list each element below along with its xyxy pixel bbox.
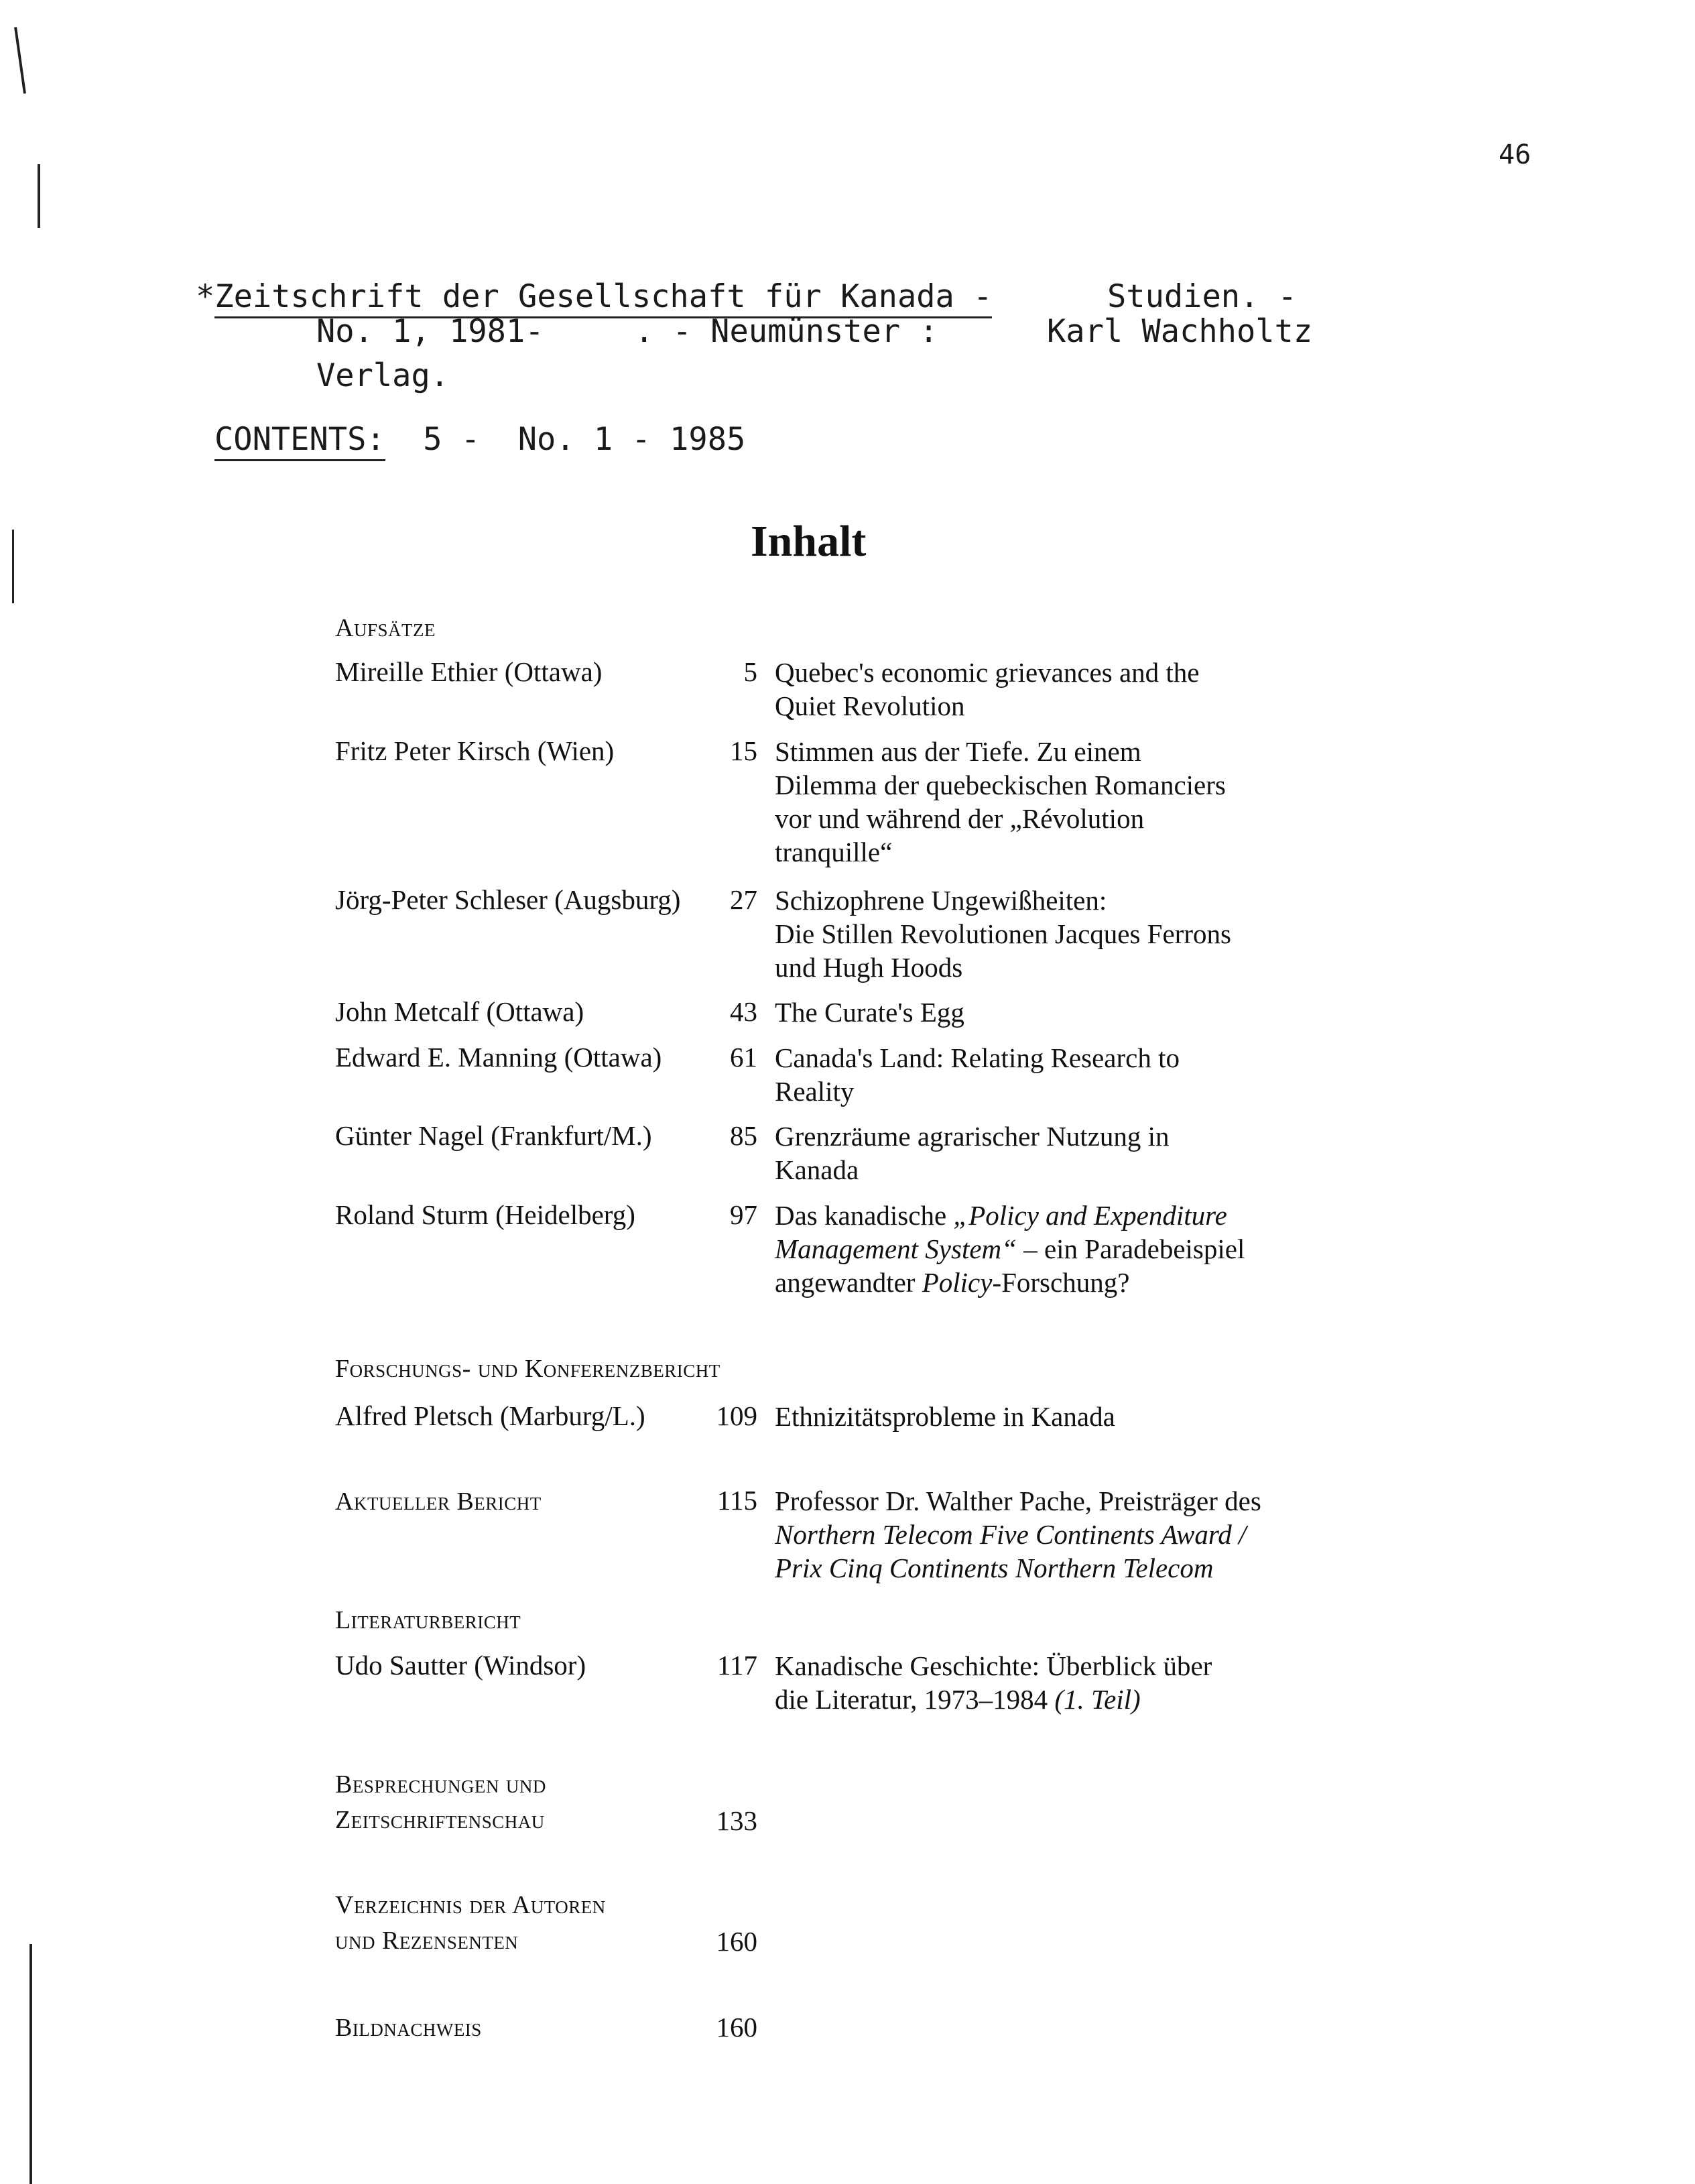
author: Jörg-Peter Schleser (Augsburg)	[335, 884, 681, 915]
page-ref: 160	[716, 1926, 757, 1957]
article-title	[775, 1649, 1324, 1716]
author: Alfred Pletsch (Marburg/L.)	[335, 1400, 645, 1431]
catalog-line3: Verlag.	[316, 357, 450, 394]
title-line	[775, 1266, 1324, 1299]
title-line: Quebec's economic grievances and the	[775, 657, 1200, 688]
title-line: Kanadische Geschichte: Überblick über	[775, 1650, 1212, 1681]
article-title	[775, 735, 1324, 869]
title-line: Grenzräume agrarischer Nutzung in	[775, 1121, 1170, 1152]
title-line: und Hugh Hoods	[775, 952, 963, 983]
page-ref: 97	[730, 1199, 757, 1230]
catalog-line2-b: . - Neumünster :	[635, 313, 938, 350]
author: Günter Nagel (Frankfurt/M.)	[335, 1120, 652, 1151]
title-line: Dilemma der quebeckischen Romanciers	[775, 770, 1226, 800]
page-ref: 27	[730, 884, 757, 915]
article-title	[775, 656, 1324, 723]
scan-mark-top	[14, 27, 26, 94]
title-part: die Literatur, 1973–1984	[775, 1684, 1055, 1715]
section-label-literatur: Literaturbericht	[335, 1606, 521, 1634]
article-title	[775, 1400, 1324, 1433]
catalog-asterisk: *	[196, 278, 215, 315]
page-ref: 15	[730, 735, 757, 766]
section-label-bildnachweis: Bildnachweis	[335, 2014, 482, 2042]
title-part-italic: Prix Cinq Continents Northern Telecom	[775, 1553, 1214, 1583]
page-heading: Inhalt	[751, 517, 867, 566]
page-ref: 115	[717, 1485, 757, 1516]
title-part: angewandter	[775, 1267, 922, 1298]
title-line: vor und während der „Révolution	[775, 803, 1145, 834]
article-title	[775, 884, 1324, 984]
contents-issue: 5 - No. 1 - 1985	[423, 421, 746, 458]
title-line: Die Stillen Revolutionen Jacques Ferrons	[775, 918, 1231, 949]
title-line	[775, 1518, 1324, 1551]
title-line: Professor Dr. Walther Pache, Preisträger des	[775, 1485, 1261, 1516]
section-label-aktuell: Aktueller Bericht	[335, 1488, 542, 1516]
catalog-title: Zeitschrift der Gesellschaft für Kanada -	[214, 278, 992, 318]
title-line: tranquille“	[775, 837, 893, 867]
title-line	[775, 1199, 1324, 1232]
title-line	[775, 1683, 1324, 1716]
title-part-italic: (1. Teil)	[1054, 1684, 1141, 1715]
title-line: Schizophrene Ungewißheiten:	[775, 885, 1107, 916]
title-line	[775, 1232, 1324, 1266]
section-label-besprechungen-2: Zeitschriftenschau	[335, 1806, 545, 1834]
section-label-aufsaetze: Aufsätze	[335, 614, 436, 642]
article-title	[775, 1041, 1324, 1108]
title-part: -Forschung?	[992, 1267, 1130, 1298]
title-line: Stimmen aus der Tiefe. Zu einem	[775, 736, 1141, 767]
title-line: Canada's Land: Relating Research to	[775, 1042, 1180, 1073]
catalog-title-cont: Studien. -	[1107, 278, 1297, 315]
title-part-italic: Policy	[922, 1267, 993, 1298]
article-title	[775, 995, 1324, 1029]
author: John Metcalf (Ottawa)	[335, 996, 584, 1027]
article-title	[775, 1484, 1324, 1585]
title-line	[775, 1551, 1324, 1585]
title-part-italic: Management System“	[775, 1233, 1017, 1264]
section-label-verzeichnis-2: und Rezensenten	[335, 1927, 519, 1955]
author: Udo Sautter (Windsor)	[335, 1650, 586, 1681]
title-line: Quiet Revolution	[775, 690, 965, 721]
page-ref: 160	[716, 2012, 757, 2043]
page-ref: 5	[743, 656, 757, 687]
scan-mark-bottom	[29, 1944, 32, 2184]
catalog-line2-c: Karl Wachholtz	[1047, 313, 1313, 350]
page-ref: 133	[716, 1805, 757, 1836]
page-ref: 117	[717, 1650, 757, 1681]
author: Roland Sturm (Heidelberg)	[335, 1199, 635, 1230]
scan-mark-mid	[12, 530, 14, 603]
section-label-verzeichnis: Verzeichnis der Autoren	[335, 1891, 606, 1919]
title-part-italic: Northern Telecom Five Continents Award /	[775, 1519, 1247, 1550]
title-part: – ein Paradebeispiel	[1016, 1233, 1245, 1264]
author: Fritz Peter Kirsch (Wien)	[335, 735, 615, 766]
page-ref: 61	[730, 1042, 757, 1073]
title-part: Das kanadische	[775, 1200, 954, 1231]
section-label-forschung: Forschungs- und Konferenzbericht	[335, 1355, 720, 1383]
article-title	[775, 1119, 1324, 1187]
section-label-besprechungen: Besprechungen und	[335, 1770, 546, 1799]
catalog-line2-a: No. 1, 1981-	[316, 313, 544, 350]
title-line: Reality	[775, 1076, 855, 1107]
author: Mireille Ethier (Ottawa)	[335, 656, 603, 687]
title-line: The Curate's Egg	[775, 997, 964, 1028]
title-line: Ethnizitätsprobleme in Kanada	[775, 1401, 1115, 1432]
contents-line	[214, 421, 745, 458]
scan-mark-bracket	[38, 164, 40, 228]
contents-label: CONTENTS:	[214, 421, 385, 461]
page-ref: 43	[730, 996, 757, 1027]
title-part-italic: „Policy and Expenditure	[953, 1200, 1227, 1231]
author: Edward E. Manning (Ottawa)	[335, 1042, 662, 1073]
page-ref: 109	[716, 1400, 757, 1431]
page-ref: 85	[730, 1120, 757, 1151]
article-title	[775, 1199, 1324, 1299]
title-line: Kanada	[775, 1154, 859, 1185]
page-number: 46	[1499, 139, 1531, 170]
